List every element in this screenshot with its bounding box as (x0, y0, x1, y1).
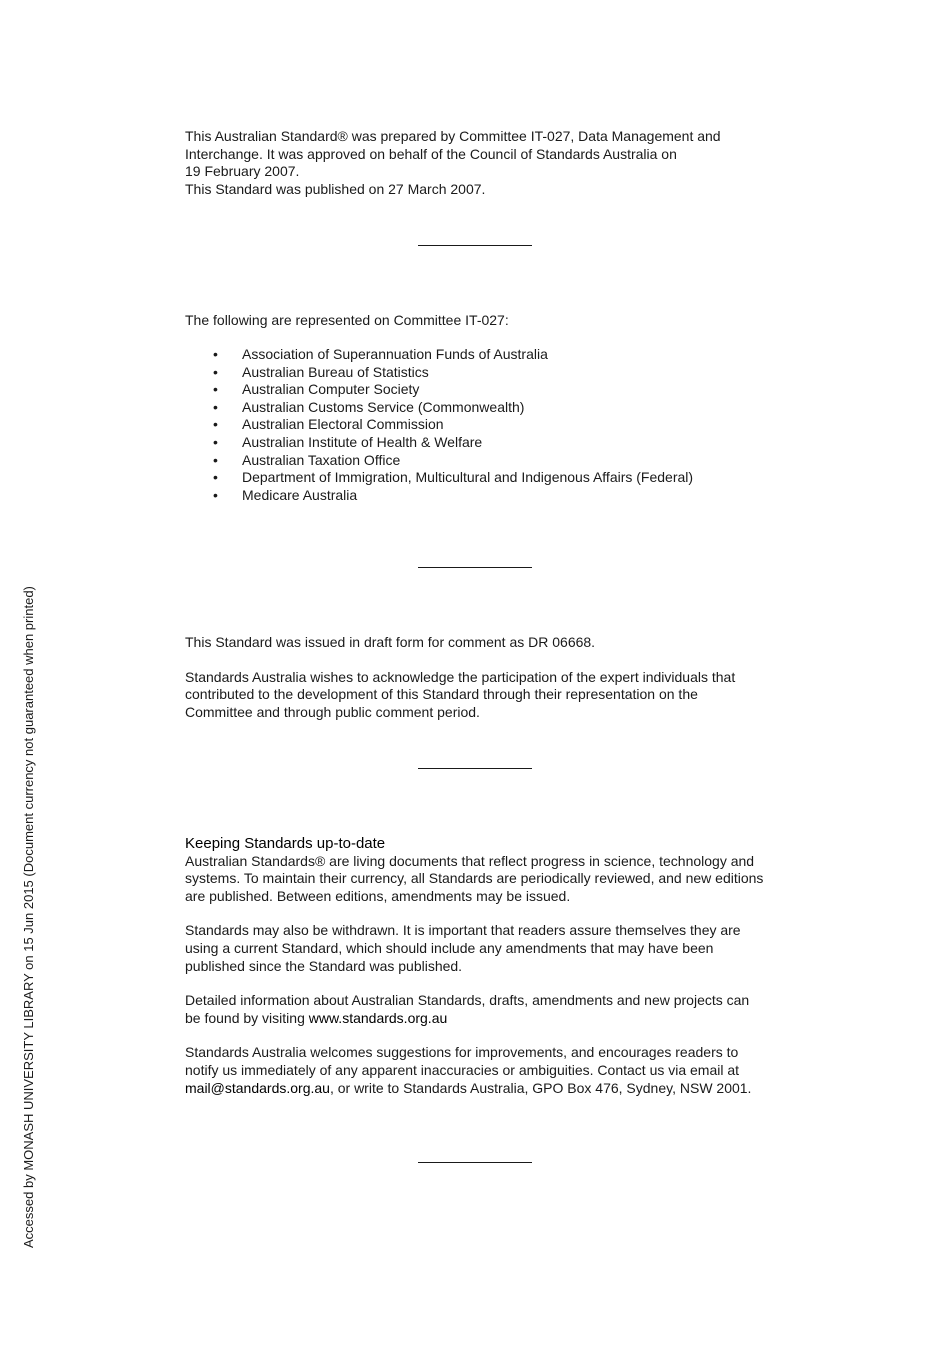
address-text: , or write to Standards Australia, GPO Box 476, Sydney, NSW 2001. (329, 1079, 752, 1096)
publication-line: This Standard was published on 27 March 2007. (185, 180, 486, 197)
bullet-icon: • (213, 486, 218, 503)
list-item (185, 381, 775, 399)
member-name: Australian Customs Service (Commonwealth) (242, 398, 525, 415)
approval-section (185, 128, 775, 198)
member-name: Association of Superannuation Funds of Australia (242, 346, 548, 363)
section-heading: Keeping Standards up-to-date (185, 835, 386, 852)
keeping-paragraph-4 (185, 1044, 775, 1097)
email-link[interactable]: mail@standards.org.au (185, 1079, 330, 1096)
bullet-icon: • (213, 434, 218, 451)
keeping-paragraph-1 (185, 853, 775, 906)
member-name: Medicare Australia (242, 486, 358, 503)
keeping-standards-section (185, 835, 775, 1097)
bullet-icon: • (213, 346, 218, 363)
list-item (185, 346, 775, 364)
committee-section (185, 312, 775, 504)
access-watermark: Accessed by MONASH UNIVERSITY LIBRARY on 15 Jun 2015 (Document currency not guaranteed when printed) (21, 586, 36, 1248)
approval-line: 19 February 2007. (185, 163, 300, 180)
member-name: Australian Electoral Commission (242, 416, 444, 433)
paragraph-line: Detailed information about Australian Standards, drafts, amendments and new projects can (185, 992, 750, 1009)
approval-line: Interchange. It was approved on behalf of the Council of Standards Australia on (185, 145, 677, 162)
paragraph-line (185, 1080, 775, 1098)
keeping-paragraph-2 (185, 922, 775, 975)
member-name: Australian Bureau of Statistics (242, 363, 429, 380)
member-name: Australian Taxation Office (242, 451, 401, 468)
list-item (185, 399, 775, 417)
section-divider (418, 1162, 532, 1163)
bullet-icon: • (213, 398, 218, 415)
list-item (185, 469, 775, 487)
section-divider (418, 768, 532, 769)
paragraph-line (185, 1010, 775, 1028)
paragraph-line: using a current Standard, which should include any amendments that may have been (185, 939, 714, 956)
draft-section (185, 634, 775, 721)
section-divider (418, 245, 532, 246)
bullet-icon: • (213, 381, 218, 398)
paragraph-line: systems. To maintain their currency, all Standards are periodically reviewed, and new editions (185, 870, 764, 887)
draft-issued-text: This Standard was issued in draft form for comment as DR 06668. (185, 634, 596, 650)
list-item (185, 364, 775, 382)
acknowledgement-line: contributed to the development of this Standard through their representation on the (185, 686, 698, 703)
paragraph-line: Standards Australia welcomes suggestions for improvements, and encourages readers to (185, 1044, 739, 1061)
committee-members-list (185, 346, 775, 504)
acknowledgement-line: Standards Australia wishes to acknowledge the participation of the expert individuals that (185, 668, 736, 685)
paragraph-line: Australian Standards® are living documents that reflect progress in science, technology and (185, 852, 755, 869)
bullet-icon: • (213, 451, 218, 468)
paragraph-line: Standards may also be withdrawn. It is important that readers assure themselves they are (185, 922, 741, 939)
bullet-icon: • (213, 416, 218, 433)
bullet-icon: • (213, 469, 218, 486)
member-name: Australian Institute of Health & Welfare (242, 434, 483, 451)
website-link[interactable]: www.standards.org.au (308, 1009, 448, 1026)
list-item (185, 416, 775, 434)
list-item (185, 434, 775, 452)
approval-line: This Australian Standard® was prepared by Committee IT-027, Data Management and (185, 128, 721, 144)
list-item (185, 487, 775, 505)
acknowledgement-paragraph (185, 669, 775, 722)
committee-intro: The following are represented on Committee IT-027: (185, 312, 509, 328)
paragraph-line: published since the Standard was published. (185, 957, 463, 974)
visit-prefix: be found by visiting (185, 1009, 309, 1026)
paragraph-line: notify us immediately of any apparent inaccuracies or ambiguities. Contact us via email at (185, 1061, 740, 1078)
acknowledgement-line: Committee and through public comment period. (185, 703, 480, 720)
list-item (185, 452, 775, 470)
keeping-paragraph-3 (185, 992, 775, 1027)
member-name: Department of Immigration, Multicultural and Indigenous Affairs (Federal) (242, 469, 694, 486)
paragraph-line: are published. Between editions, amendments may be issued. (185, 887, 571, 904)
bullet-icon: • (213, 363, 218, 380)
member-name: Australian Computer Society (242, 381, 420, 398)
section-divider (418, 567, 532, 568)
